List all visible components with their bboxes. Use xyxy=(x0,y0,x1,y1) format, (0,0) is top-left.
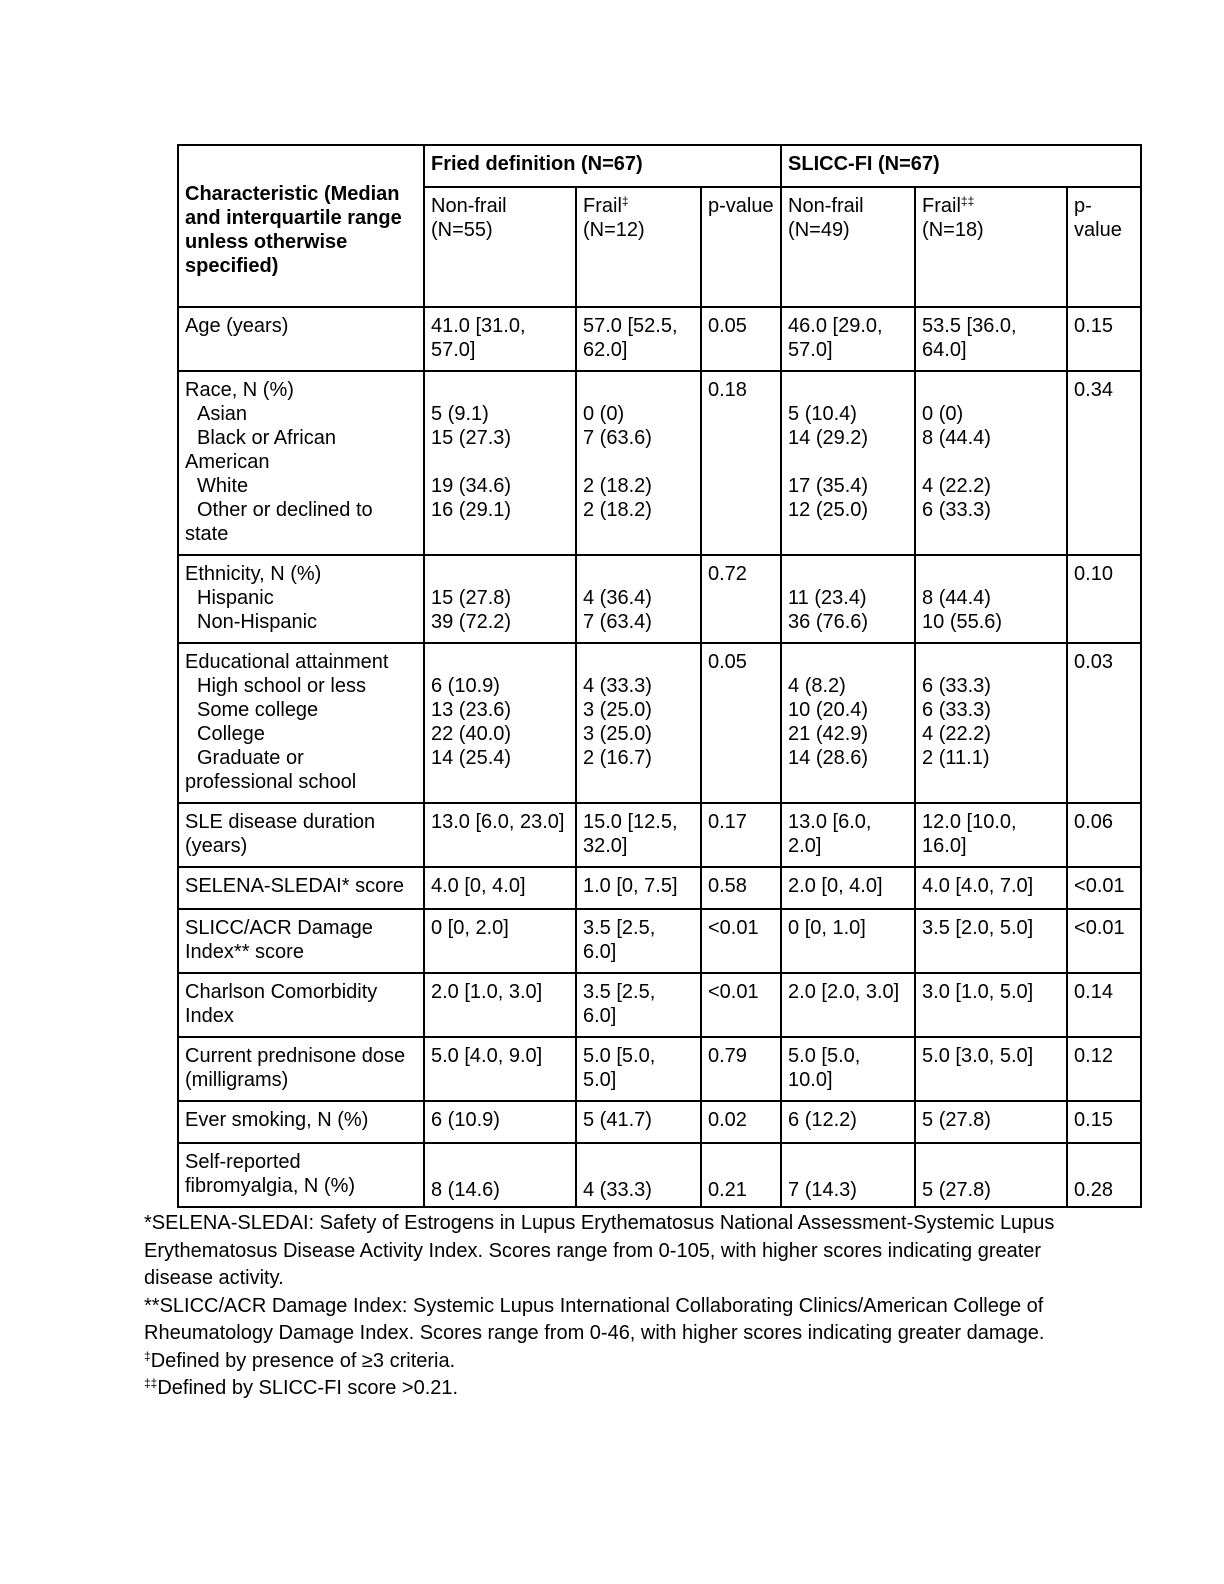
footnote-slicc-fi: ‡‡Defined by SLICC-FI score >0.21. xyxy=(144,1376,459,1399)
double-dagger-mark: ‡‡ xyxy=(960,194,975,208)
fried-pvalue-cell: <0.01 xyxy=(701,973,781,1037)
slicc-nonfrail-cell: 2.0 [0, 4.0] xyxy=(781,867,915,909)
slicc-pvalue-cell: <0.01 xyxy=(1067,909,1141,973)
slicc-pvalue-cell: 0.34 xyxy=(1067,371,1141,555)
row-label: SELENA-SLEDAI* score xyxy=(178,867,424,909)
slicc-nonfrail-cell: 2.0 [2.0, 3.0] xyxy=(781,973,915,1037)
fried-pvalue-cell: 0.18 xyxy=(701,371,781,555)
slicc-nonfrail-cell: 5.0 [5.0, 10.0] xyxy=(781,1037,915,1101)
row-label: Charlson Comorbidity Index xyxy=(178,973,424,1037)
fried-frail-cell: 57.0 [52.5, 62.0] xyxy=(576,307,701,371)
double-dagger-mark: ‡‡ xyxy=(144,1376,158,1390)
slicc-pvalue-cell: 0.03 xyxy=(1067,643,1141,803)
fried-nonfrail-cell: 13.0 [6.0, 23.0] xyxy=(424,803,576,867)
double-dagger-mark: ‡ xyxy=(144,1348,151,1363)
fried-group-header: Fried definition (N=67) xyxy=(424,145,781,187)
slicc-frail-cell: 12.0 [10.0, 16.0] xyxy=(915,803,1067,867)
footnote-fried: ‡Defined by presence of ≥3 criteria. xyxy=(144,1348,456,1372)
row-label: Educational attainment High school or less Some college College Graduate or professional school xyxy=(178,643,424,803)
slicc-nonfrail-cell: 11 (23.4) 36 (76.6) xyxy=(781,555,915,643)
footnotes xyxy=(144,1210,1104,1403)
fried-nonfrail-cell: 5 (9.1) 15 (27.3) 19 (34.6) 16 (29.1) xyxy=(424,371,576,555)
row-label: Self-reported fibromyalgia, N (%) xyxy=(178,1143,424,1207)
fried-frail-cell: 4 (36.4) 7 (63.4) xyxy=(576,555,701,643)
slicc-pvalue-cell: 0.06 xyxy=(1067,803,1141,867)
fried-pvalue-cell: 0.02 xyxy=(701,1101,781,1143)
fried-nonfrail-cell: 2.0 [1.0, 3.0] xyxy=(424,973,576,1037)
fried-pvalue-cell: 0.17 xyxy=(701,803,781,867)
fried-nonfrail-cell: 0 [0, 2.0] xyxy=(424,909,576,973)
row-label: Current prednisone dose (milligrams) xyxy=(178,1037,424,1101)
slicc-frail-cell: 5.0 [3.0, 5.0] xyxy=(915,1037,1067,1101)
slicc-group-header: SLICC-FI (N=67) xyxy=(781,145,1141,187)
fried-frail-cell: 4 (33.3) 3 (25.0) 3 (25.0) 2 (16.7) xyxy=(576,643,701,803)
table-row xyxy=(178,803,1141,867)
slicc-pvalue-cell: 0.14 xyxy=(1067,973,1141,1037)
fried-frail-cell: 3.5 [2.5, 6.0] xyxy=(576,973,701,1037)
table-row xyxy=(178,909,1141,973)
table-row xyxy=(178,867,1141,909)
footnote-slicc: **SLICC/ACR Damage Index: Systemic Lupus International Collaborating Clinics/American College of Rheumatology Damage Index. Scores range from 0-46, with higher scores indicating greater damage. xyxy=(144,1294,1045,1344)
row-label: Ethnicity, N (%) Hispanic Non-Hispanic xyxy=(178,555,424,643)
slicc-frail-cell: 53.5 [36.0, 64.0] xyxy=(915,307,1067,371)
slicc-frail-header: Frail‡‡ (N=18) xyxy=(915,187,1067,307)
slicc-nonfrail-cell: 46.0 [29.0, 57.0] xyxy=(781,307,915,371)
fried-nonfrail-cell: 6 (10.9) 13 (23.6) 22 (40.0) 14 (25.4) xyxy=(424,643,576,803)
slicc-frail-cell: 5 (27.8) xyxy=(915,1101,1067,1143)
slicc-frail-cell: 6 (33.3) 6 (33.3) 4 (22.2) 2 (11.1) xyxy=(915,643,1067,803)
slicc-pvalue-cell: 0.10 xyxy=(1067,555,1141,643)
characteristics-table xyxy=(177,144,1142,1208)
slicc-pvalue-cell: 0.28 xyxy=(1067,1143,1141,1207)
table-row xyxy=(178,1101,1141,1143)
slicc-nonfrail-cell: 0 [0, 1.0] xyxy=(781,909,915,973)
header-group-row xyxy=(178,145,1141,187)
slicc-nonfrail-cell: 6 (12.2) xyxy=(781,1101,915,1143)
slicc-nonfrail-header: Non-frail (N=49) xyxy=(781,187,915,307)
fried-nonfrail-header: Non-frail (N=55) xyxy=(424,187,576,307)
fried-pvalue-cell: 0.05 xyxy=(701,643,781,803)
slicc-frail-cell: 3.0 [1.0, 5.0] xyxy=(915,973,1067,1037)
fried-frail-cell: 3.5 [2.5, 6.0] xyxy=(576,909,701,973)
fried-frail-header: Frail‡ (N=12) xyxy=(576,187,701,307)
slicc-nonfrail-cell: 4 (8.2) 10 (20.4) 21 (42.9) 14 (28.6) xyxy=(781,643,915,803)
slicc-pvalue-cell: 0.12 xyxy=(1067,1037,1141,1101)
slicc-pvalue-cell: 0.15 xyxy=(1067,307,1141,371)
row-label: Ever smoking, N (%) xyxy=(178,1101,424,1143)
slicc-pvalue-header: p-value xyxy=(1067,187,1141,307)
table-row xyxy=(178,973,1141,1037)
fried-frail-cell: 4 (33.3) xyxy=(576,1143,701,1207)
fried-nonfrail-cell: 41.0 [31.0, 57.0] xyxy=(424,307,576,371)
slicc-pvalue-cell: <0.01 xyxy=(1067,867,1141,909)
fried-pvalue-cell: 0.21 xyxy=(701,1143,781,1207)
table-row xyxy=(178,1037,1141,1101)
characteristic-header: Characteristic (Median and interquartile range unless otherwise specified) xyxy=(178,145,424,307)
fried-nonfrail-cell: 8 (14.6) xyxy=(424,1143,576,1207)
fried-pvalue-cell: 0.58 xyxy=(701,867,781,909)
slicc-frail-cell: 4.0 [4.0, 7.0] xyxy=(915,867,1067,909)
fried-pvalue-cell: <0.01 xyxy=(701,909,781,973)
fried-nonfrail-cell: 5.0 [4.0, 9.0] xyxy=(424,1037,576,1101)
fried-nonfrail-cell: 6 (10.9) xyxy=(424,1101,576,1143)
fried-pvalue-cell: 0.79 xyxy=(701,1037,781,1101)
slicc-frail-cell: 0 (0) 8 (44.4) 4 (22.2) 6 (33.3) xyxy=(915,371,1067,555)
row-label: SLE disease duration (years) xyxy=(178,803,424,867)
fried-pvalue-header: p-value xyxy=(701,187,781,307)
slicc-frail-cell: 3.5 [2.0, 5.0] xyxy=(915,909,1067,973)
fried-frail-cell: 5 (41.7) xyxy=(576,1101,701,1143)
row-label: Race, N (%) Asian Black or African American White Other or declined to state xyxy=(178,371,424,555)
slicc-pvalue-cell: 0.15 xyxy=(1067,1101,1141,1143)
fried-frail-cell: 0 (0) 7 (63.6) 2 (18.2) 2 (18.2) xyxy=(576,371,701,555)
table-row xyxy=(178,555,1141,643)
row-label: SLICC/ACR Damage Index** score xyxy=(178,909,424,973)
slicc-nonfrail-cell: 7 (14.3) xyxy=(781,1143,915,1207)
fried-frail-cell: 15.0 [12.5, 32.0] xyxy=(576,803,701,867)
fried-nonfrail-cell: 15 (27.8) 39 (72.2) xyxy=(424,555,576,643)
table-row xyxy=(178,307,1141,371)
fried-frail-cell: 1.0 [0, 7.5] xyxy=(576,867,701,909)
fried-nonfrail-cell: 4.0 [0, 4.0] xyxy=(424,867,576,909)
table-row xyxy=(178,371,1141,555)
fried-pvalue-cell: 0.72 xyxy=(701,555,781,643)
table-row xyxy=(178,643,1141,803)
slicc-frail-cell: 8 (44.4) 10 (55.6) xyxy=(915,555,1067,643)
slicc-nonfrail-cell: 5 (10.4) 14 (29.2) 17 (35.4) 12 (25.0) xyxy=(781,371,915,555)
double-dagger-mark: ‡ xyxy=(621,194,629,208)
footnote-selena: *SELENA-SLEDAI: Safety of Estrogens in Lupus Erythematosus National Assessment-Systemic Lupus Erythematosus Disease Activity Index. Scores range from 0-105, with higher scores indicating greater disease activity. xyxy=(144,1212,1055,1289)
slicc-frail-cell: 5 (27.8) xyxy=(915,1143,1067,1207)
fried-pvalue-cell: 0.05 xyxy=(701,307,781,371)
fried-frail-cell: 5.0 [5.0, 5.0] xyxy=(576,1037,701,1101)
table-row xyxy=(178,1143,1141,1207)
slicc-nonfrail-cell: 13.0 [6.0, 2.0] xyxy=(781,803,915,867)
row-label: Age (years) xyxy=(178,307,424,371)
